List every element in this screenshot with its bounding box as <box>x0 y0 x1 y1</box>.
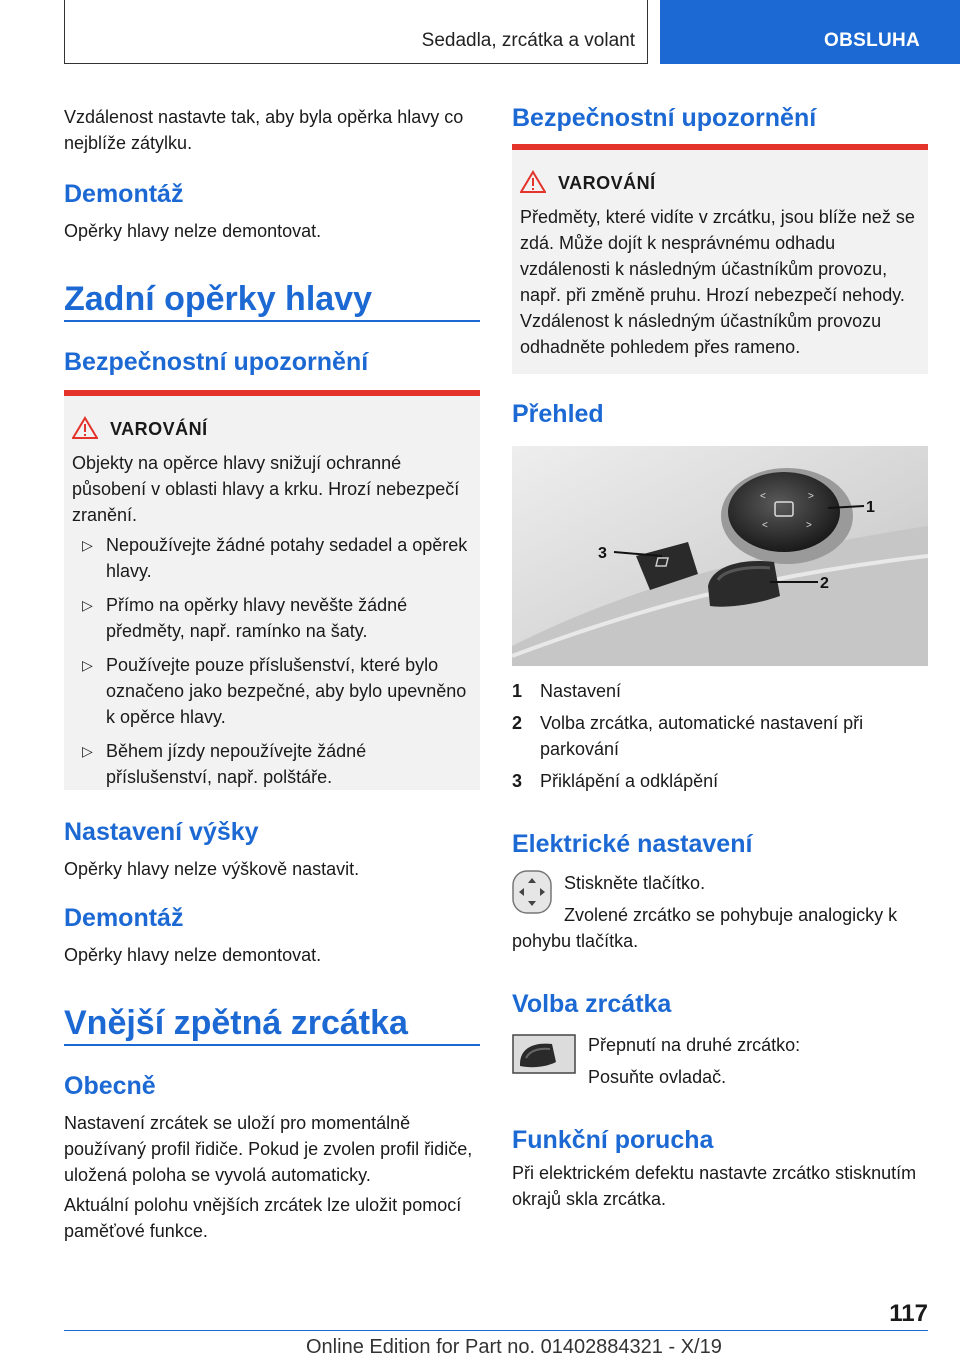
heading-rear-headrests: Zadní opěrky hlavy <box>64 280 372 318</box>
heading-exterior-mirrors: Vnější zpětná zrcátka <box>64 1004 408 1042</box>
chapter-tab-label: OBSLUHA <box>824 30 921 51</box>
warning-label: VAROVÁNÍ <box>110 419 208 439</box>
warning-triangle-icon <box>72 416 98 440</box>
triangle-right-icon: ▷ <box>82 743 93 759</box>
legend-text: Nastavení <box>540 681 622 701</box>
legend-text: Přiklápění a odklápění <box>540 771 719 791</box>
intro-text: Vzdálenost nastavte tak, aby byla opěrka hlavy co nejblíže zátylku. <box>64 107 464 153</box>
electric-text-2: Zvolené zrcátko se pohybuje analogicky k pohybu tlačítka. <box>512 905 898 951</box>
heading-height: Nastavení výšky <box>64 818 259 846</box>
legend-text: Volba zrcátka, automatické nastavení při parkování <box>540 713 864 759</box>
warning-text: Objekty na opěrce hlavy snižují ochranné působení v oblasti hlavy a krku. Hrozí nebezpečí zranění. <box>72 453 460 525</box>
edition-footer: Online Edition for Part no. 01402884321 - X/19 <box>306 1336 722 1358</box>
heading-safety-right: Bezpečnostní upozornění <box>512 104 817 132</box>
heading-rule <box>64 320 480 322</box>
warning-label: VAROVÁNÍ <box>558 173 656 193</box>
heading-safety-left: Bezpečnostní upozornění <box>64 348 369 376</box>
callout-2: 2 <box>820 575 829 592</box>
legend-number: 3 <box>512 771 523 791</box>
select-text-2: Posuňte ovladač. <box>588 1067 727 1087</box>
select-text-1: Přepnutí na druhé zrcátko: <box>588 1035 801 1055</box>
header-section-box <box>64 0 648 64</box>
legend-number: 2 <box>512 713 523 733</box>
mirror-controls-photo <box>512 446 928 666</box>
general-text-2: Aktuální polohu vnějších zrcátek lze uložit pomocí paměťové funkce. <box>64 1195 462 1241</box>
chapter-tab <box>660 0 960 64</box>
section-title: Sedadla, zrcátka a volant <box>421 30 635 51</box>
warning-box-right <box>512 144 928 374</box>
demontaz-2-text: Opěrky hlavy nelze demontovat. <box>64 945 322 965</box>
svg-text:<: < <box>762 520 768 531</box>
triangle-right-icon: ▷ <box>82 537 93 553</box>
heading-demontaz-2: Demontáž <box>64 904 184 932</box>
heading-overview: Přehled <box>512 400 604 428</box>
mirror-controls-illustration <box>512 446 928 666</box>
heading-demontaz-1: Demontáž <box>64 180 184 208</box>
svg-text:>: > <box>808 491 814 502</box>
callout-3: 3 <box>598 545 607 562</box>
bullet-text: Přímo na opěrky hlavy nevěšte žádné předměty, např. ramínko na šaty. <box>106 595 408 641</box>
bullet-text: Během jízdy nepoužívejte žádné příslušenství, např. polštáře. <box>106 741 367 787</box>
warning-text: Předměty, které vidíte v zrcátku, jsou blíže než se zdá. Může dojít k nesprávnému odhadu vzdálenosti k následným účastníkům provozu, např. při změně pruhu. Hrozí nebezpečí nehody. Vzdálenost k následným účastníkům provozu odhadněte pohledem přes rameno. <box>520 207 915 357</box>
height-text: Opěrky hlavy nelze výškově nastavit. <box>64 859 360 879</box>
triangle-right-icon: ▷ <box>82 597 93 613</box>
bullet-text: Používejte pouze příslušenství, které bylo označeno jako bezpečné, aby bylo upevněno k opěrce hlavy. <box>106 655 467 727</box>
svg-text:>: > <box>806 520 812 531</box>
bullet-text: Nepoužívejte žádné potahy sedadel a opěrek hlavy. <box>106 535 468 581</box>
malfunction-text: Při elektrickém defektu nastavte zrcátko stisknutím okrajů skla zrcátka. <box>512 1163 917 1209</box>
demontaz-1-text: Opěrky hlavy nelze demontovat. <box>64 221 322 241</box>
legend-number: 1 <box>512 681 523 701</box>
warning-triangle-icon <box>520 170 546 194</box>
warning-box-left <box>64 390 480 790</box>
electric-text-1: Stiskněte tlačítko. <box>564 873 706 893</box>
heading-electric: Elektrické nastavení <box>512 830 753 858</box>
callout-1: 1 <box>866 499 875 516</box>
heading-select-mirror: Volba zrcátka <box>512 990 672 1018</box>
heading-rule <box>64 1044 480 1046</box>
svg-text:<: < <box>760 491 766 502</box>
triangle-right-icon: ▷ <box>82 657 93 673</box>
mirror-select-switch-icon <box>512 1034 576 1079</box>
heading-general: Obecně <box>64 1072 156 1100</box>
general-text-1: Nastavení zrcátek se uloží pro momentálně používaný profil řidiče. Pokud je zvolen profil řidiče, uložená poloha se vyvolá automaticky. <box>64 1113 473 1185</box>
heading-malfunction: Funkční porucha <box>512 1126 714 1154</box>
footer-rule <box>64 1330 928 1331</box>
page-number: 117 <box>889 1300 928 1327</box>
